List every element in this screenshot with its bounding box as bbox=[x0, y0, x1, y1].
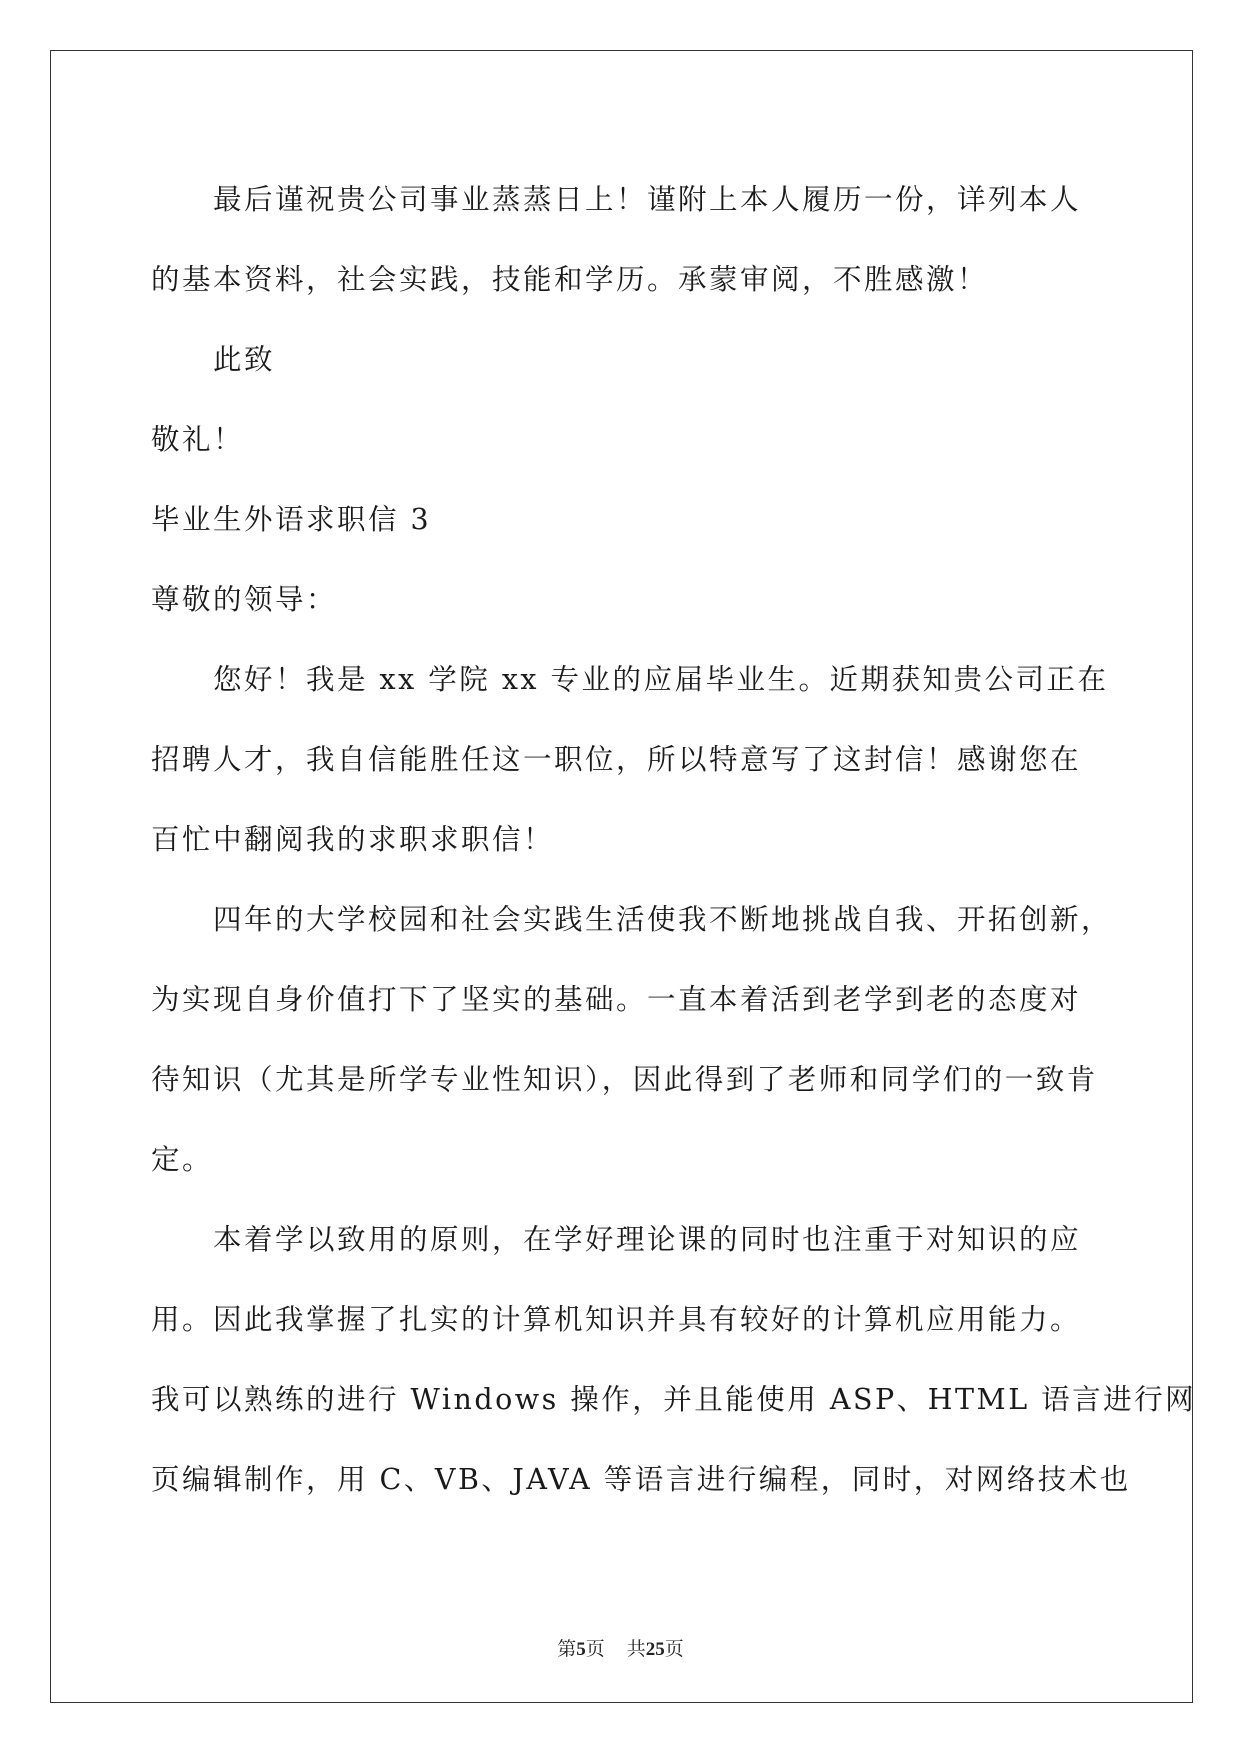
text-line: 招聘人才，我自信能胜任这一职位，所以特意写了这封信！感谢您在 bbox=[151, 743, 1082, 776]
text-line: 百忙中翻阅我的求职求职信！ bbox=[151, 823, 555, 856]
text-line: 四年的大学校园和社会实践生活使我不断地挑战自我、开拓创新， bbox=[213, 903, 1113, 936]
section-title: 毕业生外语求职信 3 bbox=[151, 503, 432, 536]
footer-page-suffix: 页 bbox=[585, 1639, 605, 1660]
text-line: 用。因此我掌握了扎实的计算机知识并具有较好的计算机应用能力。 bbox=[151, 1303, 1082, 1336]
footer-page-number: 5 bbox=[576, 1639, 586, 1660]
text-line: 定。 bbox=[151, 1143, 214, 1176]
footer-total-pages: 25 bbox=[645, 1639, 665, 1660]
text-line: 待知识（尤其是所学专业性知识），因此得到了老师和同学们的一致肯 bbox=[151, 1063, 1098, 1096]
text-line: 的基本资料，社会实践，技能和学历。承蒙审阅，不胜感激！ bbox=[151, 263, 989, 296]
text-line: 页编辑制作，用 C、VB、JAVA 等语言进行编程，同时，对网络技术也 bbox=[151, 1463, 1131, 1496]
footer-total-prefix: 共 bbox=[626, 1639, 646, 1660]
text-line: 此致 bbox=[213, 343, 276, 376]
footer-total-suffix: 页 bbox=[664, 1639, 684, 1660]
text-line: 我可以熟练的进行 Windows 操作，并且能使用 ASP、HTML 语言进行网 bbox=[151, 1383, 1197, 1416]
text-line: 最后谨祝贵公司事业蒸蒸日上！谨附上本人履历一份，详列本人 bbox=[213, 183, 1082, 216]
text-line: 为实现自身价值打下了坚实的基础。一直本着活到老学到老的态度对 bbox=[151, 983, 1082, 1016]
salutation: 尊敬的领导： bbox=[151, 583, 338, 616]
page-footer bbox=[0, 1634, 1241, 1661]
text-line: 本着学以致用的原则，在学好理论课的同时也注重于对知识的应 bbox=[213, 1223, 1082, 1256]
document-body bbox=[151, 160, 1197, 1520]
text-line: 敬礼！ bbox=[151, 423, 245, 456]
footer-prefix: 第 bbox=[557, 1639, 577, 1660]
text-line: 您好！我是 xx 学院 xx 专业的应届毕业生。近期获知贵公司正在 bbox=[213, 663, 1109, 696]
